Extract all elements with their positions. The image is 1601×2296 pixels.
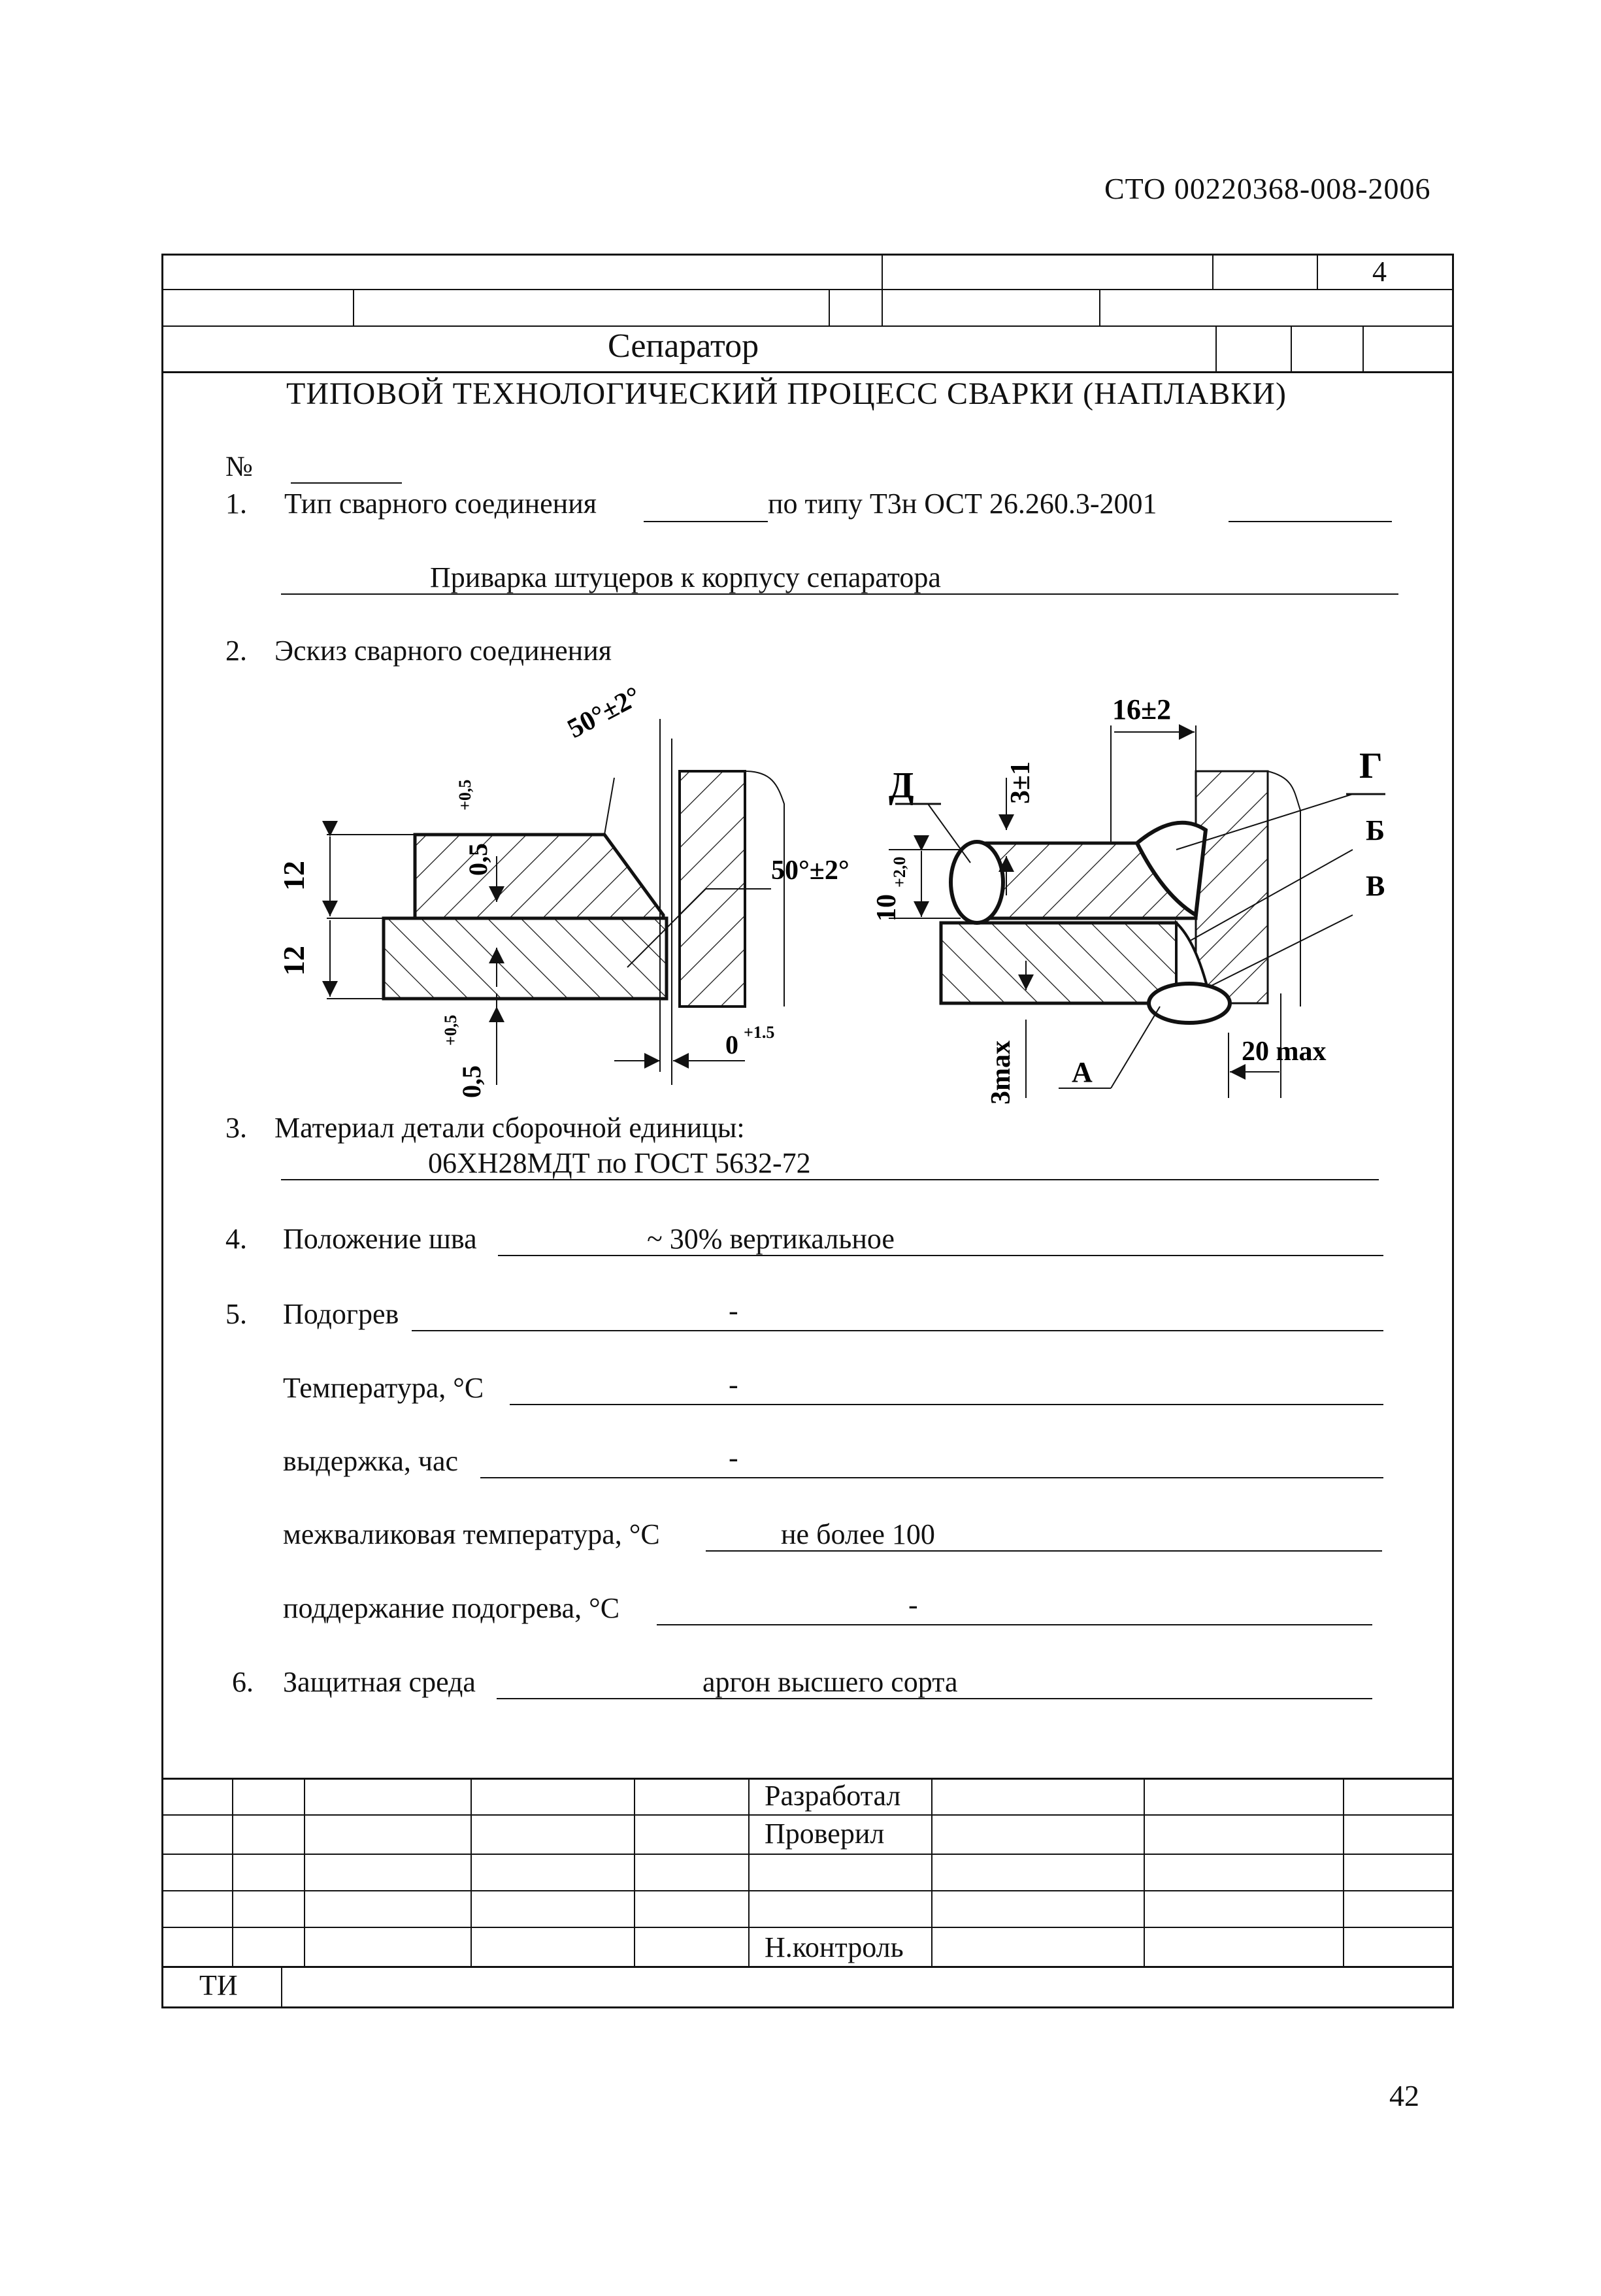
right-dim-10-tol: +2,0 <box>890 856 909 888</box>
item-2-label: Эскиз сварного соединения <box>274 635 612 667</box>
stamp-checked: Проверил <box>765 1818 885 1850</box>
item-2-number: 2. <box>225 635 247 667</box>
stamp-vline-8 <box>1343 1778 1344 1966</box>
interpass-label: межваликовая температура, °С <box>283 1518 660 1550</box>
item-3-label: Материал детали сборочной единицы: <box>274 1112 745 1144</box>
item-3-value: 06ХН28МДТ по ГОСТ 5632-72 <box>428 1147 811 1179</box>
maintain-label: поддержание подогрева, °С <box>283 1592 620 1624</box>
stamp-doc-type: ТИ <box>199 1969 238 2001</box>
item-1-label: Тип сварного соединения <box>284 488 597 520</box>
header-line-2 <box>161 325 1454 327</box>
interpass-value: не более 100 <box>781 1518 935 1550</box>
header-vline-b <box>1212 254 1213 289</box>
left-joint-sketch <box>277 681 850 1098</box>
left-gap-vert-tol: +1.5 <box>744 1023 775 1042</box>
left-gap-top: 0,5 <box>463 843 493 876</box>
item-1-value: по типу Т3н ОСТ 26.260.3-2001 <box>768 488 1157 520</box>
right-label-b: Б <box>1366 814 1385 846</box>
item-5-underline <box>412 1330 1383 1331</box>
item-1-description: Приварка штуцеров к корпусу сепаратора <box>430 561 941 593</box>
header-vline-e <box>829 289 830 325</box>
stamp-developed: Разработал <box>765 1780 901 1812</box>
item-3-number: 3. <box>225 1112 247 1144</box>
item-5-label: Подогрев <box>283 1298 399 1330</box>
left-gap-bottom-tol: +0,5 <box>441 1014 460 1046</box>
right-label-g: Г <box>1359 746 1383 786</box>
item-6-number: 6. <box>232 1666 254 1698</box>
header-vline-g <box>1215 325 1217 371</box>
item-1-underline-a <box>644 521 768 522</box>
item-5-number: 5. <box>225 1298 247 1330</box>
number-underline <box>291 482 402 484</box>
holding-value: - <box>729 1442 738 1474</box>
maintain-value: - <box>908 1589 918 1621</box>
left-angle-top: 50°±2° <box>563 681 646 744</box>
item-4-number: 4. <box>225 1223 247 1255</box>
right-label-d: Д <box>889 765 914 806</box>
stamp-vline-2 <box>304 1778 305 1966</box>
header-line-3 <box>161 371 1454 373</box>
item-1-description-underline <box>281 593 1398 595</box>
item-4-label: Положение шва <box>283 1223 477 1255</box>
temperature-label: Температура, °С <box>283 1372 484 1404</box>
header-vline-c <box>1317 254 1318 289</box>
weld-joint-sketch <box>248 680 1385 1124</box>
holding-label: выдержка, час <box>283 1445 459 1477</box>
document-title: ТИПОВОЙ ТЕХНОЛОГИЧЕСКИЙ ПРОЦЕСС СВАРКИ (НАПЛАВКИ) <box>286 376 1287 411</box>
right-dim-10: 10 <box>872 894 902 922</box>
stamp-vline-1 <box>232 1778 233 1966</box>
right-width-16: 16±2 <box>1112 693 1172 725</box>
item-6-value: аргон высшего сорта <box>702 1666 958 1698</box>
header-vline-f <box>1099 289 1100 325</box>
left-dim-12-bottom: 12 <box>277 946 310 976</box>
stamp-line-4 <box>161 1890 1454 1891</box>
item-3-underline <box>281 1179 1379 1180</box>
header-line-1 <box>161 289 1454 290</box>
header-vline-a <box>882 254 883 325</box>
right-dim-20max: 20 max <box>1242 1037 1327 1067</box>
weld-bead-a <box>1149 984 1230 1023</box>
right-label-a: А <box>1072 1056 1093 1088</box>
temperature-value: - <box>729 1369 738 1401</box>
stamp-line-3 <box>161 1854 1454 1855</box>
stamp-line-6 <box>161 1966 1454 1968</box>
product-name: Сепаратор <box>608 327 759 365</box>
stamp-norm-control: Н.контроль <box>765 1931 904 1963</box>
header-vline-i <box>1362 325 1364 371</box>
holding-underline <box>480 1477 1383 1478</box>
temperature-underline <box>510 1404 1383 1405</box>
document-code: СТО 00220368-008-2006 <box>1104 172 1431 205</box>
stamp-line-5 <box>161 1927 1454 1928</box>
left-dim-12-top: 12 <box>277 861 310 891</box>
maintain-underline <box>657 1624 1372 1625</box>
item-4-value: ~ 30% вертикальное <box>647 1223 895 1255</box>
weld-bead-d <box>951 842 1003 923</box>
stamp-line-2 <box>161 1814 1454 1816</box>
item-5-value: - <box>729 1295 738 1327</box>
left-angle-mid: 50°±2° <box>771 856 850 886</box>
right-label-v: В <box>1366 870 1385 902</box>
left-upper-plate <box>415 835 663 918</box>
stamp-vline-7 <box>1144 1778 1145 1966</box>
item-1-number: 1. <box>225 488 247 520</box>
stamp-vline-3 <box>470 1778 472 1966</box>
left-gap-bottom: 0,5 <box>457 1065 486 1098</box>
header-vline-h <box>1291 325 1292 371</box>
stamp-vline-4 <box>634 1778 635 1966</box>
right-dim-3: 3±1 <box>1006 761 1036 804</box>
item-6-label: Защитная среда <box>283 1666 476 1698</box>
right-joint-sketch <box>872 693 1385 1105</box>
item-4-underline <box>498 1255 1383 1256</box>
stamp-vline-5 <box>748 1778 750 1966</box>
sheet-number: 4 <box>1372 256 1387 288</box>
number-label: № <box>225 450 253 482</box>
right-dim-3max: 3max <box>986 1040 1016 1105</box>
left-gap-vert: 0 <box>725 1030 738 1059</box>
left-lower-plate <box>384 918 667 999</box>
left-gap-top-tol: +0,5 <box>455 779 474 810</box>
stamp-vline-9 <box>281 1966 282 2008</box>
stamp-vline-6 <box>931 1778 933 1966</box>
header-vline-d <box>353 289 354 325</box>
item-1-underline-b <box>1229 521 1392 522</box>
right-vertical-wall <box>1196 771 1268 1003</box>
page-number: 42 <box>1389 2079 1419 2112</box>
